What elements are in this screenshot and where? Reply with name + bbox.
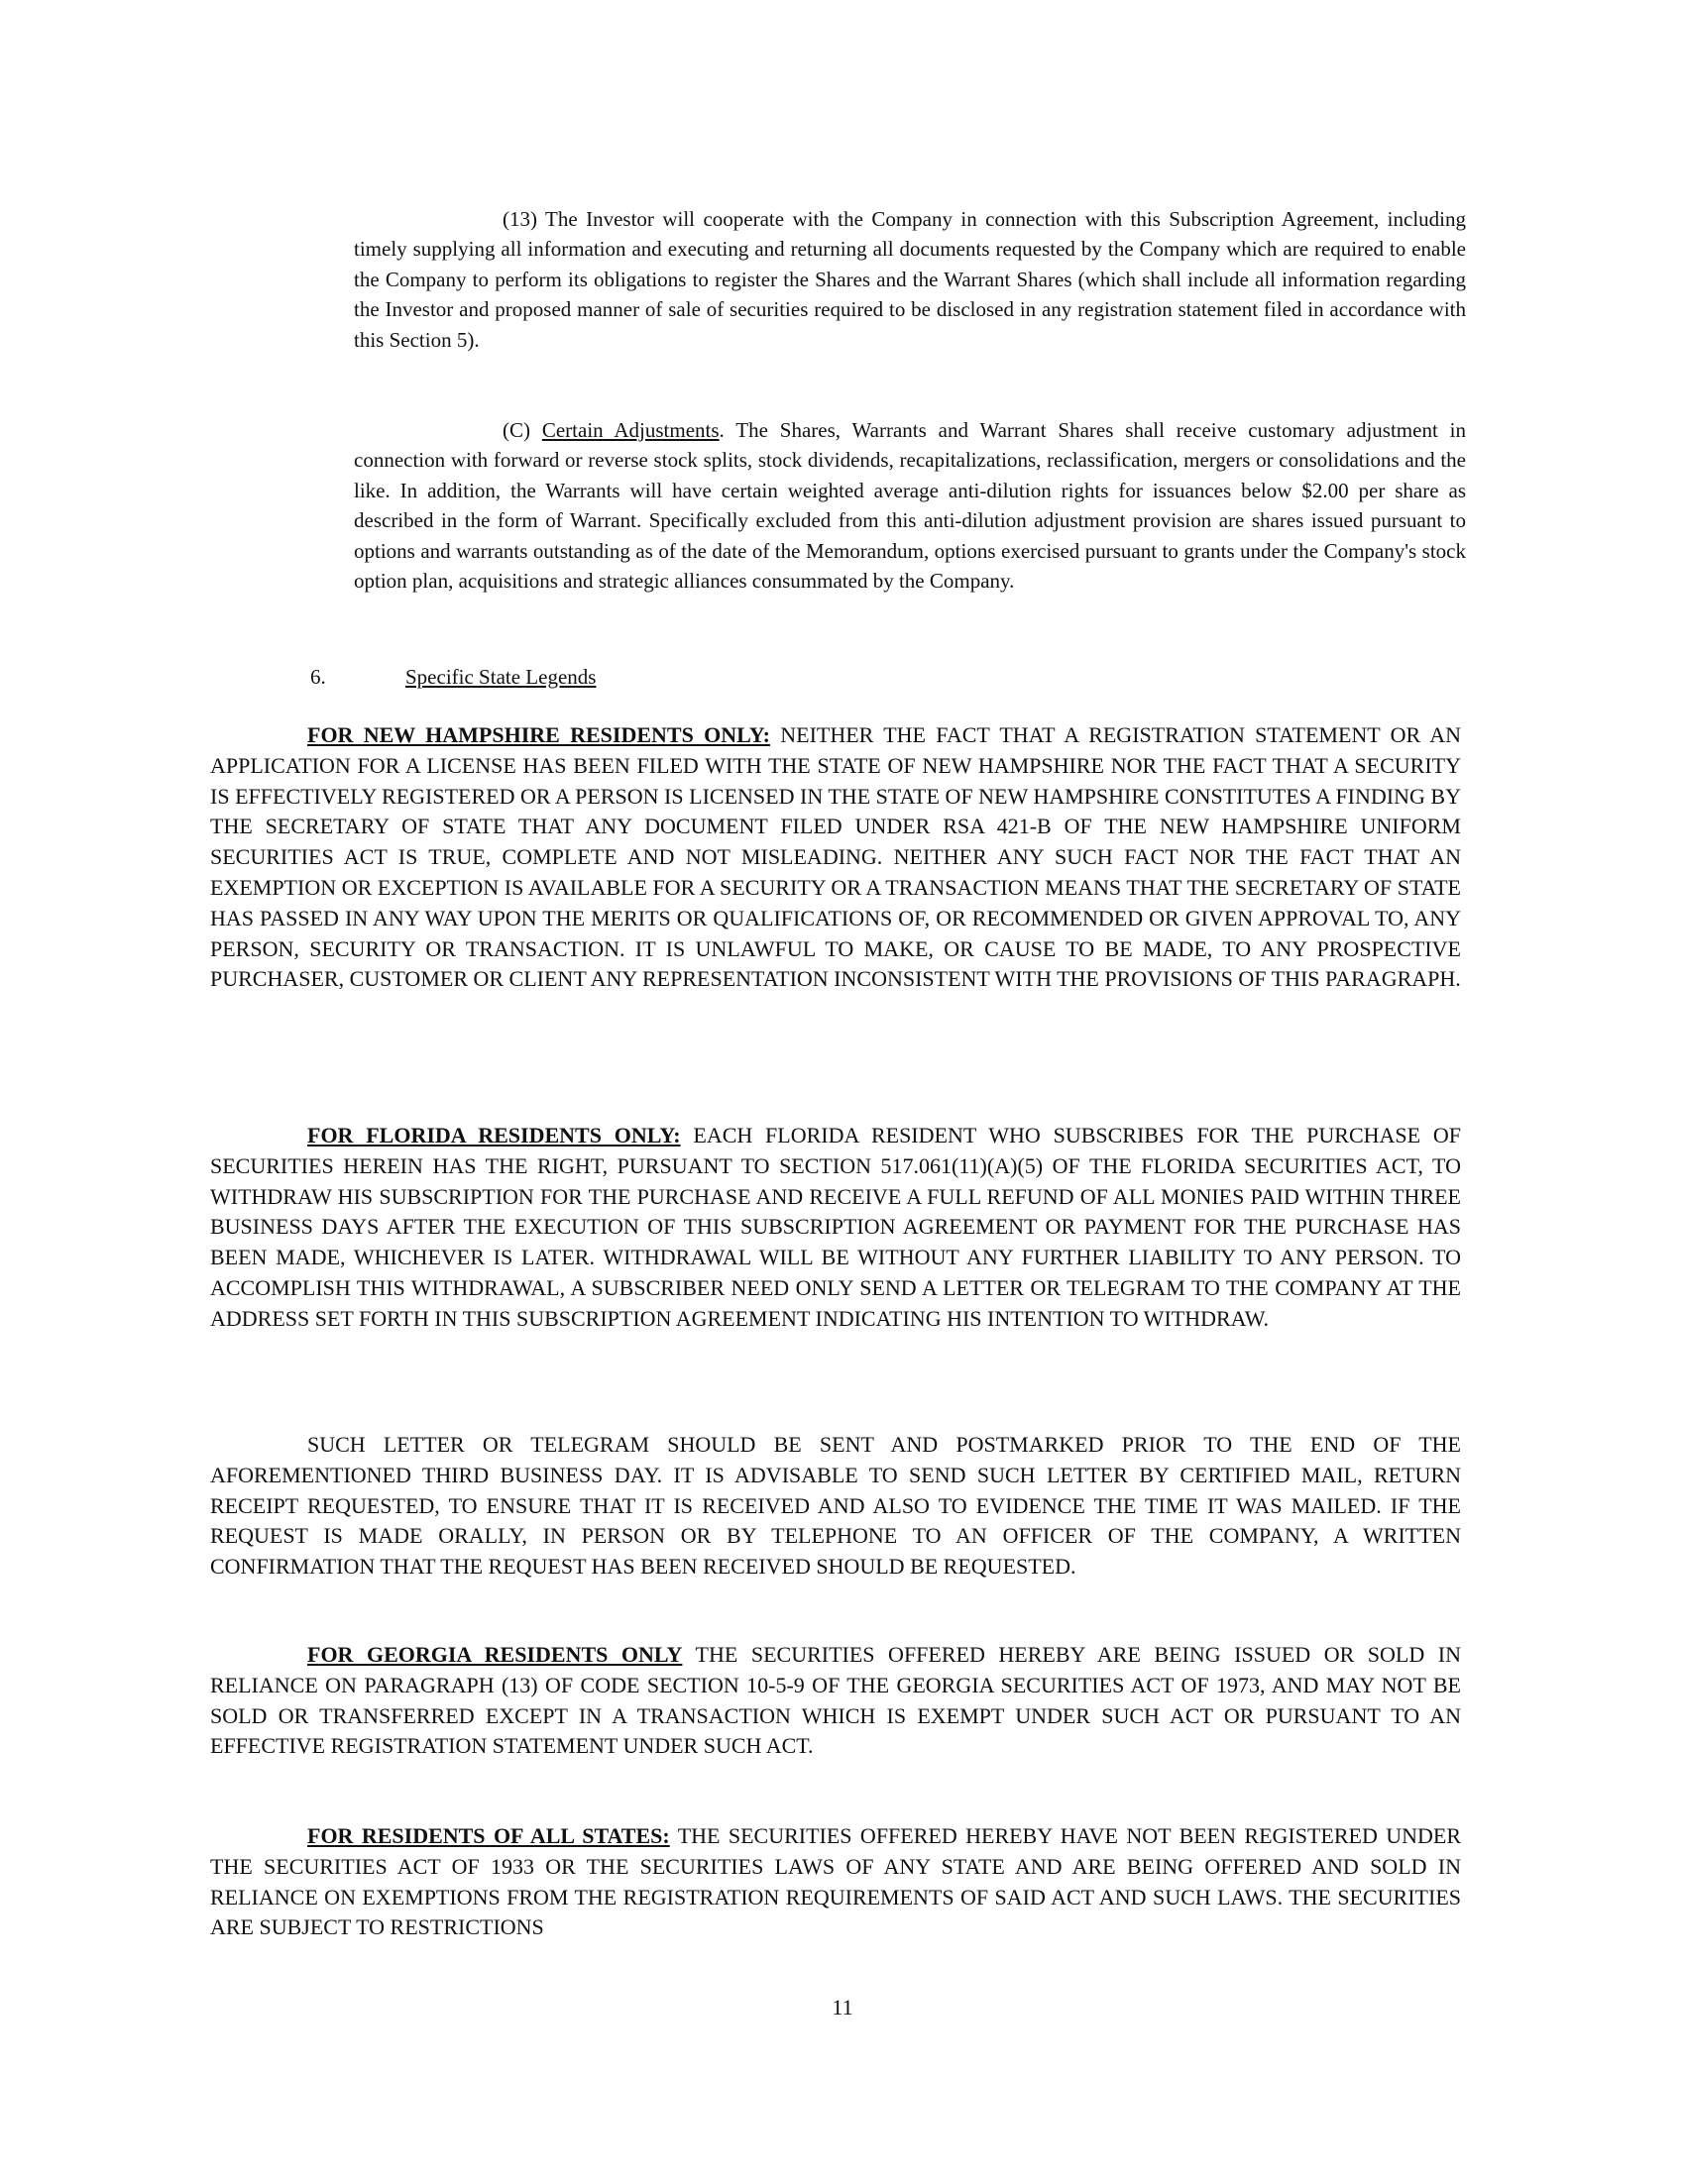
paragraph-13 <box>354 204 1466 355</box>
all-states-legend <box>210 1821 1461 1943</box>
fl-letter-text: SUCH LETTER OR TELEGRAM SHOULD BE SENT AND POSTMARKED PRIOR TO THE END OF THE AFOREMENTIONED THIRD BUSINESS DAY. IT IS ADVISABLE TO SEND SUCH LETTER BY CERTIFIED MAIL, RETURN RECEIPT REQUESTED, TO ENSURE THAT IT IS RECEIVED AND ALSO TO EVIDENCE THE TIME IT WAS MAILED. IF THE REQUEST IS MADE ORALLY, IN PERSON OR BY TELEPHONE TO AN OFFICER OF THE COMPANY, A WRITTEN CONFIRMATION THAT THE REQUEST HAS BEEN RECEIVED SHOULD BE REQUESTED. <box>210 1432 1461 1580</box>
florida-letter-paragraph <box>210 1430 1461 1583</box>
ga-legend-heading: FOR GEORGIA RESIDENTS ONLY <box>307 1642 683 1667</box>
ga-legend-body: THE SECURITIES OFFERED HEREBY ARE BEING ISSUED OR SOLD IN RELIANCE ON PARAGRAPH (13) OF CODE SECTION 10-5-9 OF THE GEORGIA SECURITIES ACT OF 1973, AND MAY NOT BE SOLD OR TRANSFERRED EXCEPT IN A TRANSACTION WHICH IS EXEMPT UNDER SUCH ACT OR PURSUANT TO AN EFFECTIVE REGISTRATION STATEMENT UNDER SUCH ACT. <box>210 1642 1461 1759</box>
florida-legend <box>210 1121 1461 1335</box>
paragraph-c-prefix: (C) <box>503 418 542 442</box>
all-legend-heading: FOR RESIDENTS OF ALL STATES: <box>307 1823 670 1848</box>
section-6-title: Specific State Legends <box>405 665 597 689</box>
nh-legend-heading: FOR NEW HAMPSHIRE RESIDENTS ONLY: <box>307 722 770 747</box>
paragraph-certain-adjustments <box>354 415 1466 596</box>
new-hampshire-legend <box>210 720 1461 995</box>
fl-legend-text <box>210 1121 1461 1335</box>
all-legend-text <box>210 1821 1461 1943</box>
nh-legend-text <box>210 720 1461 995</box>
ga-legend-text <box>210 1640 1461 1762</box>
certain-adjustments-heading: Certain Adjustments <box>541 418 720 442</box>
fl-legend-heading: FOR FLORIDA RESIDENTS ONLY: <box>307 1123 681 1147</box>
paragraph-13-text: (13) The Investor will cooperate with the Company in connection with this Subscription Agreement, including timely supplying all information and executing and returning all documents requested by the Company which are required to enable the Company to perform its obligations to register the Shares and the Warrant Shares (which shall include all information regarding the Investor and proposed manner of sale of securities required to be disclosed in any registration statement filed in accordance with this Section 5). <box>354 207 1466 352</box>
paragraph-c-body: . The Shares, Warrants and Warrant Shares shall receive customary adjustment in connection with forward or reverse stock splits, stock dividends, recapitalizations, reclassification, mergers or consolidations and the like. In addition, the Warrants will have certain weighted average anti-dilution rights for issuances below $2.00 per share as described in the form of Warrant. Specifically excluded from this anti-dilution adjustment provision are shares issued pursuant to options and warrants outstanding as of the date of the Memorandum, options exercised pursuant to grants under the Company's stock option plan, acquisitions and strategic alliances consummated by the Company. <box>354 418 1466 594</box>
fl-legend-body: EACH FLORIDA RESIDENT WHO SUBSCRIBES FOR THE PURCHASE OF SECURITIES HEREIN HAS THE RIGHT, PURSUANT TO SECTION 517.061(11)(A)(5) OF THE FLORIDA SECURITIES ACT, TO WITHDRAW HIS SUBSCRIPTION FOR THE PURCHASE AND RECEIVE A FULL REFUND OF ALL MONIES PAID WITHIN THREE BUSINESS DAYS AFTER THE EXECUTION OF THIS SUBSCRIPTION AGREEMENT OR PAYMENT FOR THE PURCHASE HAS BEEN MADE, WHICHEVER IS LATER. WITHDRAWAL WILL BE WITHOUT ANY FURTHER LIABILITY TO ANY PERSON. TO ACCOMPLISH THIS WITHDRAWAL, A SUBSCRIBER NEED ONLY SEND A LETTER OR TELEGRAM TO THE COMPANY AT THE ADDRESS SET FORTH IN THIS SUBSCRIPTION AGREEMENT INDICATING HIS INTENTION TO WITHDRAW. <box>210 1123 1461 1331</box>
section-6-number: 6. <box>310 665 326 689</box>
section-6-heading <box>310 662 1004 692</box>
nh-legend-body: NEITHER THE FACT THAT A REGISTRATION STATEMENT OR AN APPLICATION FOR A LICENSE HAS BEEN FILED WITH THE STATE OF NEW HAMPSHIRE NOR THE FACT THAT A SECURITY IS EFFECTIVELY REGISTERED OR A PERSON IS LICENSED IN THE STATE OF NEW HAMPSHIRE CONSTITUTES A FINDING BY THE SECRETARY OF STATE THAT ANY DOCUMENT FILED UNDER RSA 421-B OF THE NEW HAMPSHIRE UNIFORM SECURITIES ACT IS TRUE, COMPLETE AND NOT MISLEADING. NEITHER ANY SUCH FACT NOR THE FACT THAT AN EXEMPTION OR EXCEPTION IS AVAILABLE FOR A SECURITY OR A TRANSACTION MEANS THAT THE SECRETARY OF STATE HAS PASSED IN ANY WAY UPON THE MERITS OR QUALIFICATIONS OF, OR RECOMMENDED OR GIVEN APPROVAL TO, ANY PERSON, SECURITY OR TRANSACTION. IT IS UNLAWFUL TO MAKE, OR CAUSE TO BE MADE, TO ANY PROSPECTIVE PURCHASER, CUSTOMER OR CLIENT ANY REPRESENTATION INCONSISTENT WITH THE PROVISIONS OF THIS PARAGRAPH. <box>210 722 1461 992</box>
paragraph-c-text <box>354 415 1466 596</box>
page-number: 11 <box>832 1995 853 2020</box>
georgia-legend <box>210 1640 1461 1762</box>
all-legend-body: THE SECURITIES OFFERED HEREBY HAVE NOT BEEN REGISTERED UNDER THE SECURITIES ACT OF 1933 OR THE SECURITIES LAWS OF ANY STATE AND ARE BEING OFFERED AND SOLD IN RELIANCE ON EXEMPTIONS FROM THE REGISTRATION REQUIREMENTS OF SAID ACT AND SUCH LAWS. THE SECURITIES ARE SUBJECT TO RESTRICTIONS <box>210 1823 1462 1940</box>
